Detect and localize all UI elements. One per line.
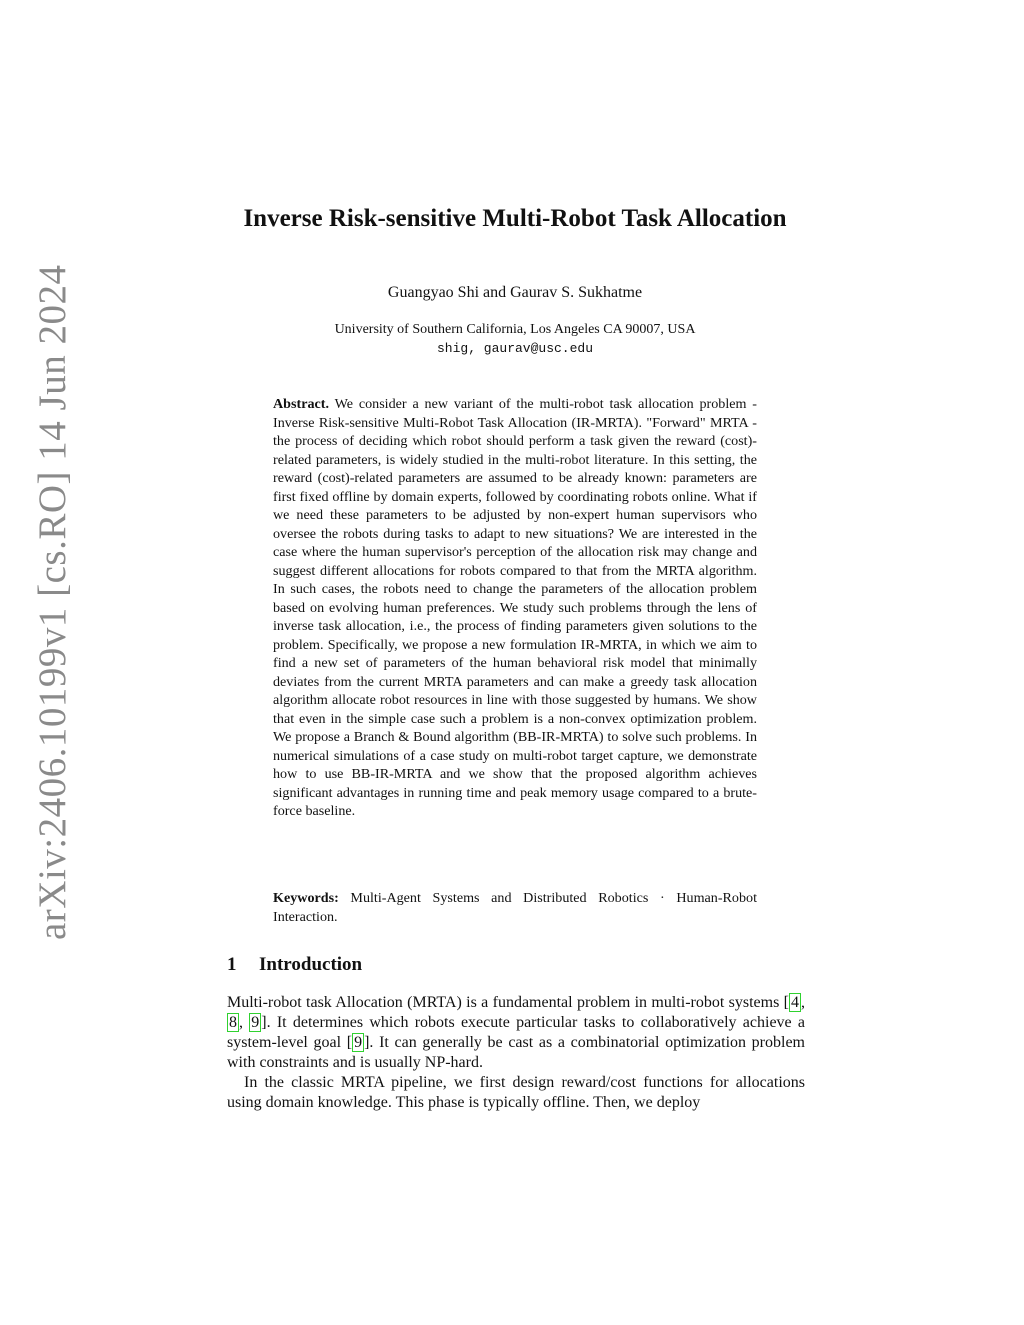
keywords-text: Multi-Agent Systems and Distributed Robotics · Human-Robot Interaction. (273, 890, 757, 925)
citation-link-9[interactable]: 9 (354, 1034, 363, 1051)
intro-paragraph-1 (227, 993, 805, 1073)
citation-link-9[interactable]: 9 (251, 1014, 260, 1031)
keywords (273, 889, 757, 926)
section-number: 1 (227, 954, 237, 975)
paper-title: Inverse Risk-sensitive Multi-Robot Task Allocation (243, 204, 787, 232)
intro-paragraph-2: In the classic MRTA pipeline, we first design reward/cost functions for allocations using domain knowledge. This phase is typically offline. Then, we deploy (227, 1074, 805, 1111)
arxiv-identifier: arXiv:2406.10199v1 [cs.RO] 14 Jun 2024 (31, 264, 74, 940)
section-heading-introduction (227, 954, 362, 976)
intro-text-b: ]. It determines which robots execute particular tasks to collaboratively achieve a system-level goal [ (227, 1014, 806, 1051)
abstract-text: We consider a new variant of the multi-robot task allocation problem - Inverse Risk-sensitive Multi-Robot Task Allocation (IR-MRTA). "Forward" MRTA - the process of deciding which robot should perform a task given the reward (cost)-related parameters, is widely studied in the multi-robot literature. In this setting, the reward (cost)-related parameters are assumed to be already known: parameters are first fixed offline by domain experts, followed by coordinating robots online. What if we need these parameters to be adjusted by non-expert human supervisors who oversee the robots during tasks to adapt to new situations? We are interested in the case where the human supervisor's perception of the allocation risk may change and suggest different allocations for robots compared to that from the MRTA algorithm. In such cases, the robots need to change the parameters of the allocation problem based on evolving human preferences. We study such problems through the lens of inverse task allocation, i.e., the process of finding parameters given solutions to the problem. Specifically, we propose a new formulation IR-MRTA, in which we aim to find a new set of parameters of the human behavioral risk model that minimally deviates from the current MRTA parameters and can make a greedy task allocation algorithm allocate robot resources in line with those suggested by humans. We show that even in the simple case such a problem is a non-convex optimization problem. We propose a Branch & Bound algorithm (BB-IR-MRTA) to solve such problems. In numerical simulations of a case study on multi-robot target capture, we demonstrate how to use BB-IR-MRTA and we show that the proposed algorithm achieves significant advantages in running time and peak memory usage compared to a brute-force baseline. (273, 396, 757, 819)
intro-text-c: ]. It can generally be cast as a combinatorial optimization problem with constraints and is usually NP-hard. (227, 1034, 805, 1071)
keywords-label: Keywords: (273, 890, 339, 906)
author-email: shig, gaurav@usc.edu (436, 341, 594, 356)
abstract-label: Abstract. (273, 396, 329, 412)
author-affiliation-block (230, 320, 800, 358)
paper-authors: Guangyao Shi and Gaurav S. Sukhatme (387, 284, 643, 301)
citation-separator: , (801, 994, 805, 1011)
citation-separator: , (239, 1014, 250, 1031)
affiliation: University of Southern California, Los Angeles CA 90007, USA (334, 322, 696, 337)
intro-text-a: Multi-robot task Allocation (MRTA) is a fundamental problem in multi-robot systems [ (227, 994, 789, 1011)
citation-link-8[interactable]: 8 (229, 1014, 237, 1031)
section-title: Introduction (259, 954, 363, 975)
abstract (273, 395, 757, 821)
citation-link-4[interactable]: 4 (791, 994, 799, 1011)
